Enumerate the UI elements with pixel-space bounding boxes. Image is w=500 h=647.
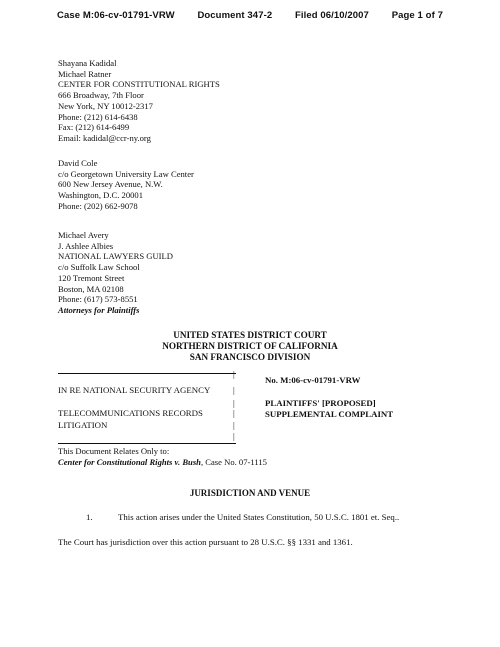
counsel-line: Shayana Kadidal [58,58,117,68]
related-case-name: Center for Constitutional Rights v. Bush [58,456,201,467]
paragraph-number: 1. [86,512,93,522]
counsel-line: 120 Tremont Street [58,272,125,283]
relates-to-block [58,446,267,467]
case-number: No. M:06-cv-01791-VRW [265,375,361,385]
counsel-line: CENTER FOR CONSTITUTIONAL RIGHTS [58,79,220,90]
counsel-line: Email: kadidal@ccr-ny.org [58,132,151,143]
counsel-line: c/o Suffolk Law School [58,262,140,273]
counsel-line: c/o Georgetown University Law Center [58,168,194,179]
document-title-line: PLAINTIFFS' [PROPOSED] [265,398,376,408]
caption-divider: | [233,385,235,395]
court-division: SAN FRANCISCO DIVISION [189,352,311,362]
caption-divider: | [233,408,235,418]
attorneys-for-label: Attorneys for Plaintiffs [58,304,140,315]
section-heading: JURISDICTION AND VENUE [189,488,311,498]
counsel-line: 600 New Jersey Avenue, N.W. [58,179,163,190]
counsel-block-georgetown [58,158,194,212]
relates-to-label: This Document Relates Only to: [58,446,170,456]
filed-date-header: Filed 06/10/2007 [294,10,369,21]
counsel-line: J. Ashlee Albies [58,240,114,251]
document-title-line: SUPPLEMENTAL COMPLAINT [265,409,394,419]
caption-divider: | [233,420,235,430]
caption-bottom-rule [58,443,236,444]
caption-divider: | [233,431,235,441]
caption-line: IN RE NATIONAL SECURITY AGENCY [58,385,211,395]
caption-divider: | [233,398,235,408]
court-district: NORTHERN DISTRICT OF CALIFORNIA [162,341,338,351]
paragraph-1 [86,512,399,522]
caption-divider: | [233,369,235,379]
page-number-header: Page 1 of 7 [391,10,443,21]
counsel-block-ccr [58,58,220,144]
counsel-line: Boston, MA 02108 [58,283,124,294]
counsel-line: Phone: (617) 573-8551 [58,294,138,305]
caption-line: LITIGATION [58,420,108,430]
counsel-line: Phone: (212) 614-6438 [58,111,138,122]
court-heading [0,330,500,363]
document-header [0,10,500,21]
related-case-number: , Case No. 07-1115 [200,456,267,467]
counsel-line: 666 Broadway, 7th Floor [58,90,144,101]
counsel-line: NATIONAL LAWYERS GUILD [58,251,173,262]
paragraph-2: The Court has jurisdiction over this action pursuant to 28 U.S.C. §§ 1331 and 1361. [58,537,353,547]
counsel-line: Michael Avery [58,230,109,240]
counsel-line: Phone: (202) 662-9078 [58,200,138,211]
caption-top-rule [58,373,236,374]
counsel-line: New York, NY 10012-2317 [58,100,153,111]
document-number-header: Document 347-2 [197,10,273,21]
counsel-line: Fax: (212) 614-6499 [58,122,130,133]
counsel-line: Washington, D.C. 20001 [58,190,144,201]
caption-line: TELECOMMUNICATIONS RECORDS [58,408,203,418]
counsel-line: David Cole [58,158,98,168]
related-case-line [58,457,267,468]
counsel-line: Michael Ratner [58,68,112,79]
paragraph-text: This action arises under the United States Constitution, 50 U.S.C. 1801 et. Seq.. [118,512,400,522]
case-number-header: Case M:06-cv-01791-VRW [57,10,175,21]
court-name: UNITED STATES DISTRICT COURT [173,330,327,340]
counsel-block-nlg [58,230,173,316]
